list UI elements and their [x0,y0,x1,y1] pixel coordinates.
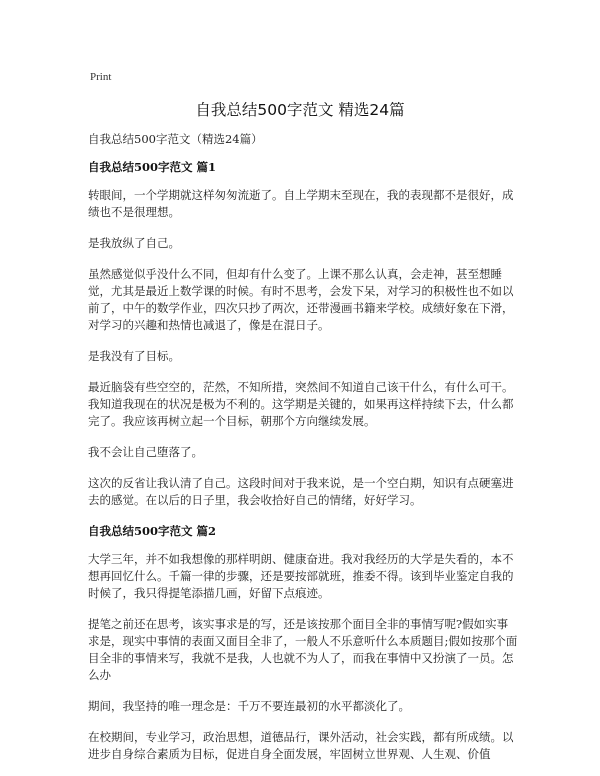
paragraph: 最近脑袋有些空空的，茫然，不知所措，突然间不知道自己该干什么，有什么可干。我知道我现在的状况是极为不利的。这学期是关键的，如果再这样持续下去，什么都完了。我应该再树立起一个目标，朝那个方向继续发展。 [88,380,514,428]
document-body [88,131,518,776]
paragraph: 我不会让自己堕落了。 [88,445,203,459]
document-subtitle: 自我总结500字范文（精选24篇） [88,132,263,146]
paragraph: 虽然感觉似乎没什么不同，但却有什么变了。上课不那么认真，会走神，甚至想睡觉，尤其是最近上数学课的时候。有时不思考，会发下呆，对学习的积极性也不如以前了，中午的数学作业，四次只抄了两次，还带漫画书籍来学校。成绩好象在下滑，对学习的兴趣和热情也减退了，像是在混日子。 [88,267,514,332]
paragraph: 是我放纵了自己。 [88,236,180,250]
paragraph: 大学三年，并不如我想像的那样明朗、健康奋进。我对我经历的大学是失看的，本不想再回忆什么。千篇一律的步骤，还是要按部就班，推委不得。该到毕业鉴定自我的时候了，我只得提笔添描几画，好留下点痕迹。 [88,552,514,600]
section-heading-1: 自我总结500字范文 篇1 [88,160,217,174]
section-heading-2: 自我总结500字范文 篇2 [88,524,217,538]
paragraph: 在校期间，专业学习，政治思想，道德品行，课外活动，社会实践，都有所成绩。以进步自身综合素质为目标，促进自身全面发展，牢固树立世界观、人生观、价值 [88,730,514,761]
paragraph: 这次的反省让我认清了自己。这段时间对于我来说，是一个空白期，知识有点硬塞进去的感觉。在以后的日子里，我会收拾好自己的情绪，好好学习。 [88,476,514,507]
document-title: 自我总结500字范文 精选24篇 [195,101,405,119]
paragraph: 期间，我坚持的唯一理念是：千万不要连最初的水平都淡化了。 [88,699,410,713]
print-label[interactable]: Print [90,71,112,83]
paragraph: 转眼间，一个学期就这样匆匆流逝了。自上学期末至现在，我的表现都不是很好，成绩也不是很理想。 [88,188,514,219]
paragraph: 是我没有了目标。 [88,349,180,363]
paragraph: 提笔之前还在思考，该实事求是的写，还是该按那个面目全非的事情写呢?假如实事求是，现实中事情的表面又面目全非了，一般人不乐意听什么本质题目;假如按那个面目全非的事情来写，我就不是我，人也就不为人了，而我在事情中又扮演了一员。怎么办 [88,617,518,682]
